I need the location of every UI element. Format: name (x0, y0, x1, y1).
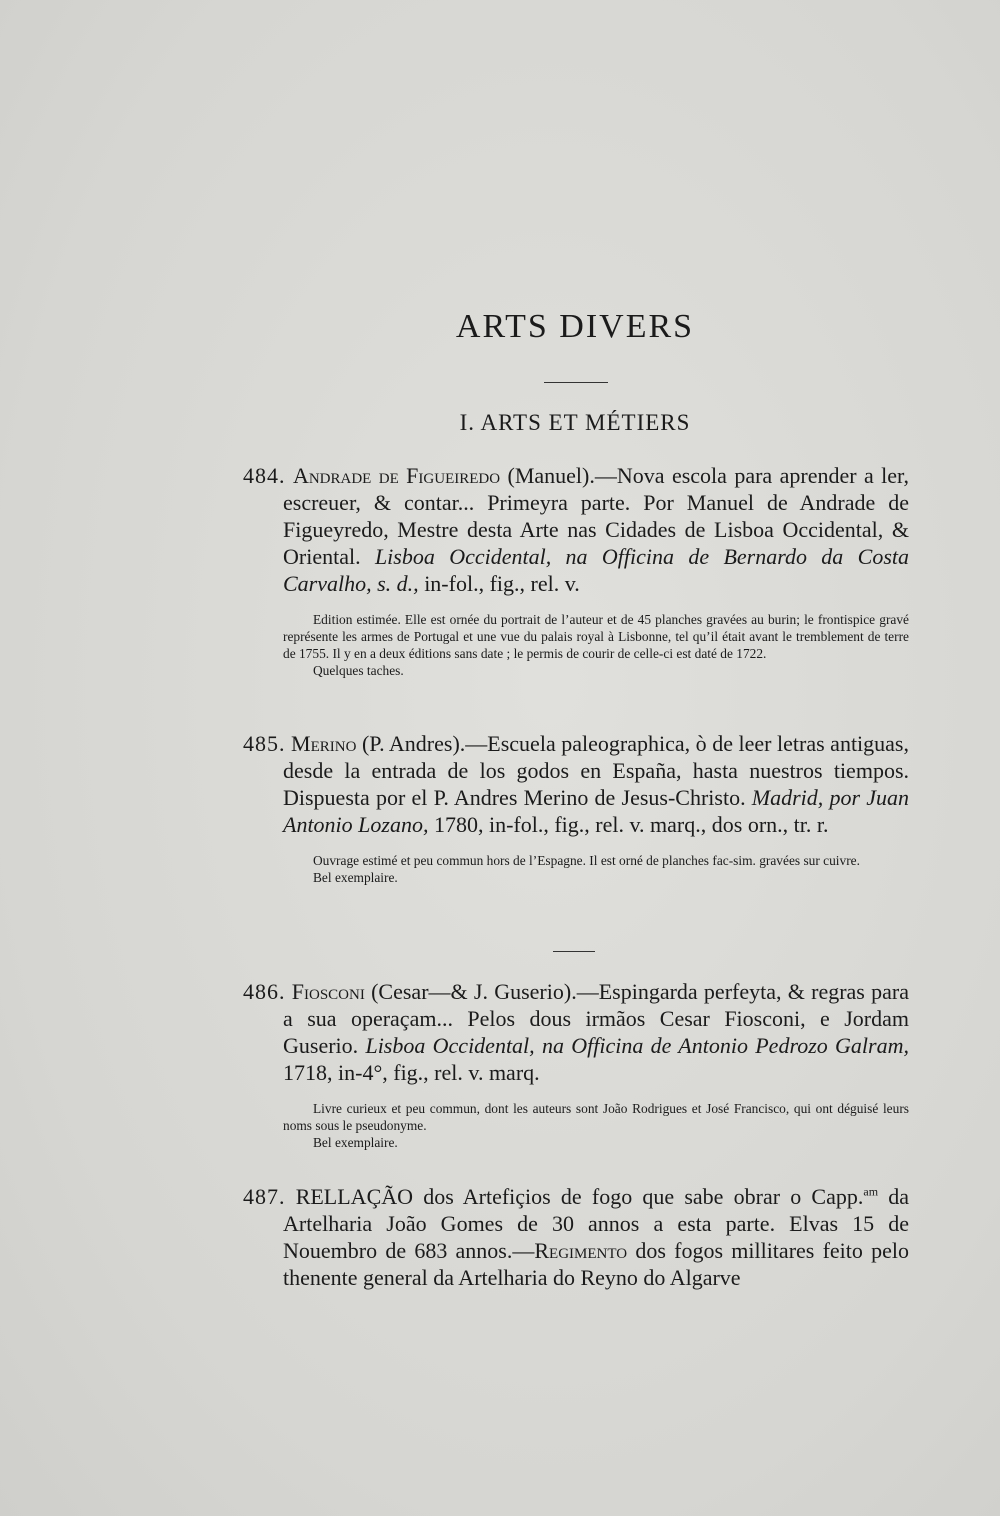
entry-format: in-fol., fig., rel. v. (418, 571, 580, 596)
title-divider (544, 382, 608, 383)
entry-number: 486. (243, 979, 286, 1004)
entry-note: Ouvrage estimé et peu commun hors de l’Espagne. Il est orné de planches fac-sim. gravées sur cuivre. (313, 853, 860, 868)
section-title: I. ARTS ET MÉTIERS (459, 410, 691, 435)
entry-number: 485. (243, 731, 286, 756)
entry-number: 484. (243, 463, 286, 488)
entry-imprint: Lisboa Occidental, na Officina de Antonio Pedrozo Galram, (365, 1033, 909, 1058)
entry-text: 485. Merino (P. Andres).—Escuela paleographica, ò de leer letras antiguas, desde la entrada de los godos en España, hasta nuestros tiempos. Dispuesta por el P. Andres Merino de Jesus-Christo. Madrid, por Juan Antonio Lozano, 1780, in-fol., fig., rel. v. marq., dos orn., tr. r. (243, 731, 910, 837)
entry-note: Edition estimée. Elle est ornée du portrait de l’auteur et de 45 planches gravées au burin; le frontispice gravé représente les armes de Portugal et une vue du palais royal à Lisbonne, tel qu’il était avant le tremblement de terre de 1755. Il y en a deux éditions sans date ; le permis de courir de celle-ci est daté de 1722. (283, 612, 909, 661)
entry-title: —Espingarda perfeyta, & regras para a sua operaçam... Pelos dous irmãos Cesar Fiosconi, e Jordam Guserio. (283, 979, 909, 1058)
entry-author: Fiosconi (291, 979, 365, 1004)
entry-title: —Escuela paleographica, ò de leer letras antiguas, desde la entrada de los godos en España, hasta nuestros tiempos. Dispuesta por el P. Andres Merino de Jesus-Christo. (283, 731, 909, 810)
entry-subtitle: Regimento (534, 1238, 628, 1263)
entry-note: Livre curieux et peu commun, dont les auteurs sont João Rodrigues et José Francisco, qui ont déguisé leurs noms sous le pseudonyme. (283, 1101, 909, 1133)
entry-author: Andrade de Figueiredo (292, 463, 501, 488)
catalog-entry-486 (243, 978, 909, 1151)
entry-text: 486. Fiosconi (Cesar—& J. Guserio).—Espingarda perfeyta, & regras para a sua operaçam... Pelos dous irmãos Cesar Fiosconi, e Jordam Guserio. Lisboa Occidental, na Officina de Antonio Pedrozo Galram, 1718, in-4°, fig., rel. v. marq. (243, 979, 909, 1085)
entry-format: 1780, in-fol., fig., rel. v. marq., dos orn., tr. r. (428, 812, 829, 837)
entry-superscript: am (863, 1184, 879, 1199)
catalog-entry-487 (243, 1183, 909, 1291)
entry-number: 487. (243, 1184, 286, 1209)
catalog-entry-484 (243, 462, 909, 679)
entry-note-extra: Quelques taches. (313, 663, 404, 678)
entry-title: —Nova escola para aprender a ler, escreuer, & contar... Primeyra parte. Por Manuel de Andrade de Figueyredo, Mestre desta Arte nas Cidades de Lisboa Occidental, & Oriental. (283, 463, 910, 569)
entry-title: RELLAÇÃO dos Artefiçios de fogo que sabe obrar o Capp. (285, 1184, 864, 1209)
entry-note-extra: Bel exemplaire. (313, 1135, 398, 1150)
entry-text: 484. Andrade de Figueiredo (Manuel).—Nova escola para aprender a ler, escreuer, & contar... Primeyra parte. Por Manuel de Andrade de Figueyredo, Mestre desta Arte nas Cidades de Lisboa Occidental, & Oriental. Lisboa Occidental, na Officina de Bernardo da Costa Carvalho, s. d., in-fol., fig., rel. v. (243, 463, 910, 596)
entry-divider (553, 951, 595, 952)
entry-format: 1718, in-4°, fig., rel. v. marq. (283, 1060, 540, 1085)
page-title: ARTS DIVERS (455, 308, 695, 345)
entry-note-extra: Bel exemplaire. (313, 870, 398, 885)
catalog-entry-485 (243, 730, 909, 886)
entry-continuation: dos fogos millitares feito pelo thenente general da Artelharia do Reyno do Algarve (283, 1238, 909, 1290)
entry-imprint: Lisboa Occidental, na Officina de Bernardo da Costa Carvalho, s. d., (283, 544, 909, 596)
entry-imprint: Madrid, por Juan Antonio Lozano, (283, 785, 910, 837)
entry-text (243, 1183, 909, 1291)
entry-author: Merino (291, 731, 357, 756)
entry-body: da Artelharia João Gomes de 30 annos a esta parte. Elvas 15 de Nouembro de 683 annos.— (283, 1184, 910, 1263)
